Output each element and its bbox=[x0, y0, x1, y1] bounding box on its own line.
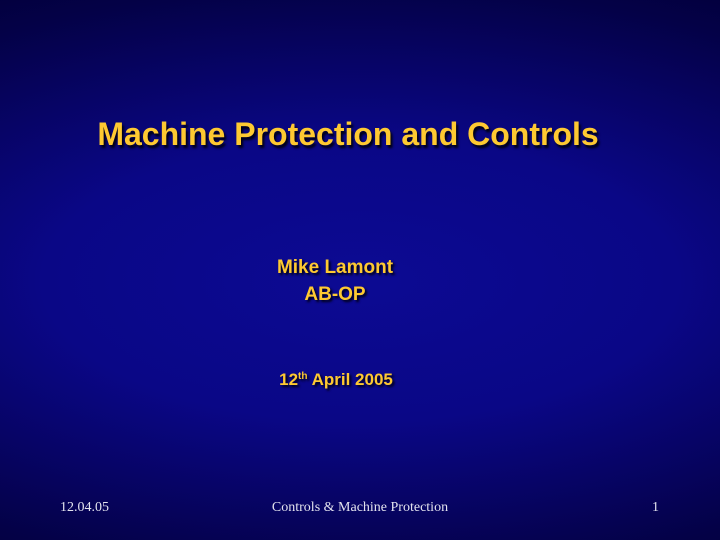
date-line bbox=[0, 370, 672, 393]
slide-title: Machine Protection and Controls bbox=[97, 116, 599, 152]
author-group: AB-OP bbox=[304, 284, 366, 305]
slide-number: 1 bbox=[652, 500, 659, 515]
footer-presentation-title: Controls & Machine Protection bbox=[271, 500, 449, 515]
date-ordinal: th bbox=[298, 371, 308, 382]
date-day: 12 bbox=[279, 370, 299, 389]
author-name: Mike Lamont bbox=[276, 257, 394, 278]
slide-footer bbox=[0, 499, 720, 517]
author-block bbox=[0, 254, 670, 308]
footer-date: 12.04.05 bbox=[60, 500, 109, 515]
date-rest: April 2005 bbox=[307, 370, 393, 389]
